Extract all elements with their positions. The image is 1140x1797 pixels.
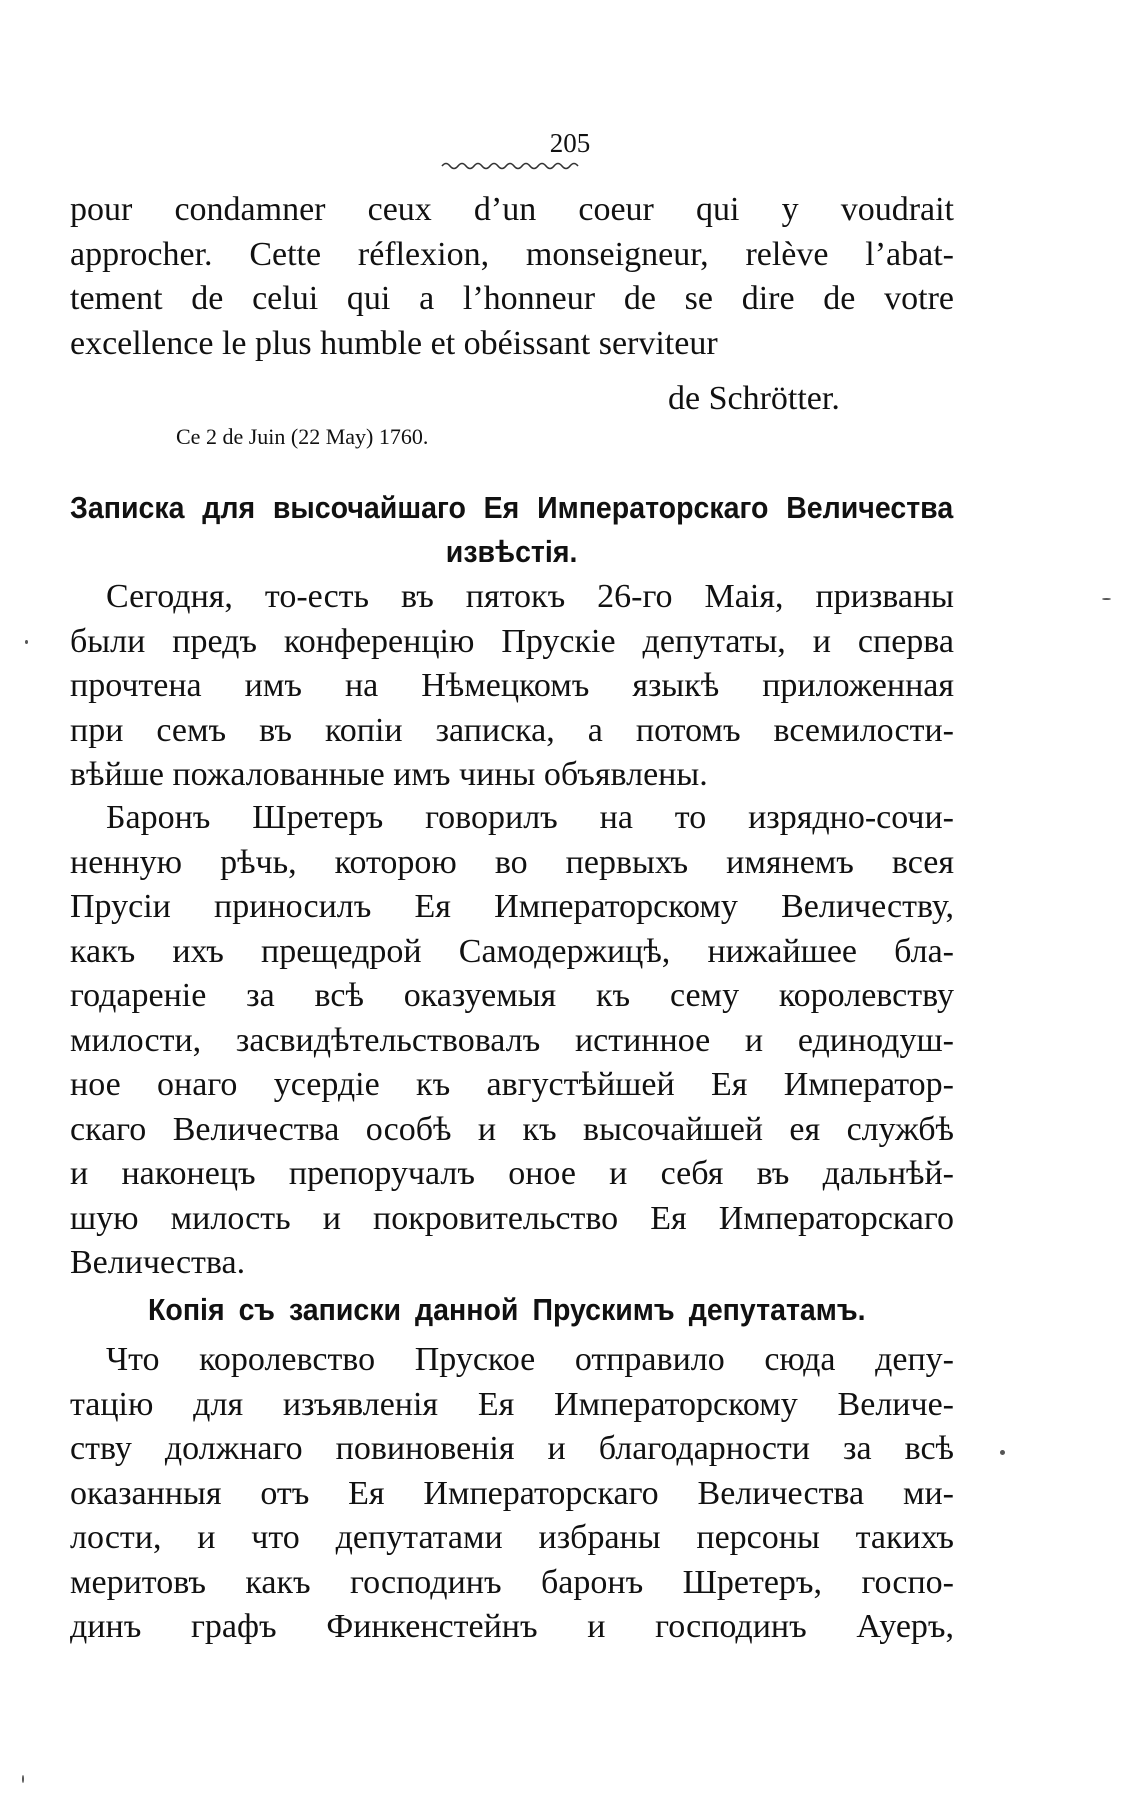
letter-line: approcher. Cette réflexion, monseigneur, relève l’abat- — [70, 235, 954, 273]
print-speck — [22, 1775, 24, 1783]
paragraph-line: ненную рѣчь, которою во первыхъ имянемъ всея — [70, 843, 954, 881]
paragraph-line: шую милость и покровительство Ея Императорскаго — [70, 1199, 954, 1237]
paragraph-line: ству должнаго повиновенія и благодарности за всѣ — [70, 1430, 954, 1467]
letter-date: Ce 2 de Juin (22 May) 1760. — [176, 424, 429, 449]
paragraph-deputation — [70, 1338, 954, 1650]
letter-line: excellence le plus humble et obéissant serviteur — [70, 324, 718, 362]
paragraph-line: прочтена имъ на Нѣмецкомъ языкѣ приложенная — [70, 667, 954, 704]
signature: de Schrötter. — [668, 380, 840, 417]
heading-line: Записка для высочайшаго Ея Императорскаго Величества — [70, 490, 954, 525]
paragraph-line: Сегодня, то-есть въ пятокъ 26-го Маія, призваны — [106, 578, 954, 615]
paragraph-line: меритовъ какъ господинъ баронъ Шретеръ, госпо- — [70, 1563, 954, 1601]
letter-line: pour condamner ceux d’un coeur qui y voudrait — [70, 191, 954, 228]
paragraph-line: ное онаго усердіе къ августѣйшей Ея Император- — [70, 1066, 954, 1103]
letter-line: tement de celui qui a l’honneur de se dire de votre — [70, 280, 954, 317]
section-heading-copy — [148, 1288, 866, 1332]
paragraph-line: Что королевство Пруское отправило сюда депу- — [106, 1341, 954, 1378]
paragraph-line: Величества. — [70, 1244, 246, 1281]
heading-line: Копія съ записки данной Прускимъ депутатамъ. — [148, 1292, 866, 1327]
paragraph-line: тацію для изъявленія Ея Императорскому Величе- — [70, 1385, 954, 1423]
paragraph-line: при семъ въ копіи записка, а потомъ всемилости- — [70, 711, 954, 749]
french-letter-closing — [70, 188, 954, 366]
print-speck — [1000, 1450, 1005, 1455]
heading-line: извѣстія. — [445, 534, 578, 569]
paragraph-line: милости, засвидѣтельствовалъ истинное и единодуш- — [70, 1021, 954, 1059]
paragraph-line: лости, и что депутатами избраны персоны такихъ — [70, 1519, 954, 1556]
section-heading-note — [70, 486, 953, 574]
paragraph-baron-speech — [70, 796, 954, 1286]
paragraph-line: вѣйше пожалованные имъ чины объявлены. — [70, 756, 708, 793]
print-speck — [1102, 598, 1111, 600]
paragraph-line: какъ ихъ прещедрой Самодержицѣ, нижайшее бла- — [70, 932, 954, 970]
paragraph-line: Баронъ Шретеръ говорилъ на то изрядно-сочи- — [106, 799, 954, 836]
paragraph-line: были предъ конференцію Прускіе депутаты, и сперва — [70, 622, 954, 660]
paragraph-line: скаго Величества особѣ и къ высочайшей ея службѣ — [70, 1110, 954, 1148]
paragraph-line: динъ графъ Финкенстейнъ и господинъ Ауеръ, — [70, 1608, 954, 1645]
paragraph-line: оказанныя отъ Ея Императорскаго Величества ми- — [70, 1474, 954, 1512]
wavy-ornament — [440, 160, 580, 176]
print-speck — [25, 640, 28, 644]
paragraph-conference — [70, 575, 954, 798]
paragraph-line: Прусіи приносилъ Ея Императорскому Величеству, — [70, 888, 954, 925]
paragraph-line: годареніе за всѣ оказуемыя къ сему королевству — [70, 977, 954, 1014]
paragraph-line: и наконецъ препоручалъ оное и себя въ дальнѣй- — [70, 1155, 954, 1192]
page-number: 205 — [549, 128, 591, 158]
